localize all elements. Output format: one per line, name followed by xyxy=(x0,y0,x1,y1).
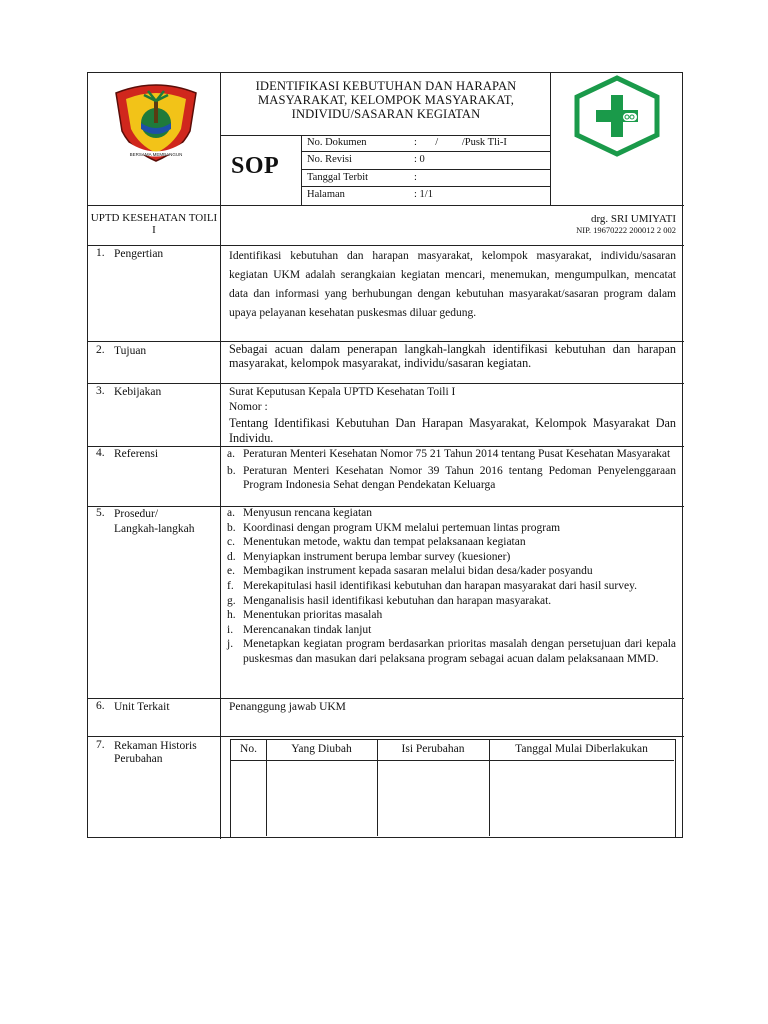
item-text: Menyusun rencana kegiatan xyxy=(243,507,373,519)
section-label-unit-terkait: Unit Terkait xyxy=(114,701,170,713)
meta-key-halaman: Halaman xyxy=(307,189,345,200)
prosedur-item xyxy=(227,535,676,550)
prosedur-list xyxy=(227,506,676,667)
history-table xyxy=(230,739,676,838)
sop-label: SOP xyxy=(231,153,280,179)
item-text: Merekapitulasi hasil identifikasi kebutuhan dan harapan masyarakat dari hasil survey. xyxy=(243,579,637,592)
divider xyxy=(88,205,684,206)
kebijakan-tentang: Tentang Identifikasi Kebutuhan Dan Harapan Masyarakat, Kelompok Masyarakat Dan Individu. xyxy=(229,416,676,445)
prosedur-item xyxy=(227,550,676,565)
divider xyxy=(301,186,550,187)
divider xyxy=(301,135,302,205)
prosedur-item xyxy=(227,564,676,579)
item-marker: d. xyxy=(227,550,236,563)
item-marker: j. xyxy=(227,638,234,651)
item-text: Menetapkan kegiatan program berdasarkan prioritas masalah dengan persetujuan dari kepala puskesmas dan masukan dari pelaksana program sebagai acuan dalam pelaksanaan MMD. xyxy=(243,638,676,665)
meta-key-no-revisi: No. Revisi xyxy=(307,154,352,165)
section-number: 4. xyxy=(96,447,105,459)
item-text: Merencanakan tindak lanjut xyxy=(243,623,372,636)
item-marker: b. xyxy=(227,464,236,477)
item-marker: i. xyxy=(227,623,234,636)
prosedur-item xyxy=(227,521,676,536)
item-text: Koordinasi dengan program UKM melalui pertemuan lintas program xyxy=(243,521,561,534)
section-label-referensi: Referensi xyxy=(114,448,159,460)
divider xyxy=(220,73,221,839)
divider xyxy=(88,736,684,737)
item-marker: a. xyxy=(227,448,235,460)
regency-emblem-logo xyxy=(110,79,202,163)
divider xyxy=(88,698,684,699)
history-col-header: Isi Perubahan xyxy=(401,743,465,755)
divider xyxy=(88,383,684,384)
section-label-rekaman: Rekaman Historis xyxy=(114,740,197,752)
item-text: Peraturan Menteri Kesehatan Nomor 39 Tahun 2016 tentang Pedoman Penyelenggaraan Program Indonesia Sehat dengan Pendekatan Keluarga xyxy=(243,464,676,492)
item-text: Peraturan Menteri Kesehatan Nomor 75 21 Tahun 2014 tentang Pusat Kesehatan Masyarakat xyxy=(243,448,671,460)
emblem-motto: BERSAMA MEMBANGUN xyxy=(129,152,183,157)
section-text-tujuan: Sebagai acuan dalam penerapan langkah-langkah identifikasi kebutuhan dan harapan masyarakat, kelompok masyarakat, individu/sasaran kegiatan. xyxy=(229,342,676,370)
section-number: 7. xyxy=(96,739,105,751)
divider xyxy=(301,169,550,170)
referensi-item xyxy=(227,447,676,462)
meta-value-halaman: : 1/1 xyxy=(414,189,433,200)
section-label-perubahan: Perubahan xyxy=(114,753,163,765)
section-label-prosedur: Prosedur/ xyxy=(114,508,159,520)
section-number: 2. xyxy=(96,344,105,356)
section-text-pengertian: Identifikasi kebutuhan dan harapan masyarakat, kelompok masyarakat, individu/sasaran kegiatan UKM adalah serangkaian kegiatan mencari, menemukan, mengumpulkan, mencatat data dan informasi yang berhubungan dengan kebutuhan masyarakat/sasaran program dalam upaya pelayanan kesehatan puskesmas diluar gedung. xyxy=(229,250,676,319)
document-title: IDENTIFIKASI KEBUTUHAN DAN HARAPAN MASYARAKAT, KELOMPOK MASYARAKAT, INDIVIDU/SASARAN KEGIATAN xyxy=(255,79,517,121)
signatory-nip: NIP. 19670222 200012 2 002 xyxy=(576,225,676,235)
item-text: Membagikan instrument kepada sasaran melalui bidan desa/kader posyandu xyxy=(243,565,593,578)
item-marker: b. xyxy=(227,521,236,534)
section-number: 3. xyxy=(96,385,105,397)
divider xyxy=(88,245,684,246)
item-text: Menganalisis hasil identifikasi kebutuhan dan harapan masyarakat. xyxy=(243,594,552,607)
item-marker: f. xyxy=(227,579,234,592)
section-label-pengertian: Pengertian xyxy=(114,248,164,260)
history-col-header: Tanggal Mulai Diberlakukan xyxy=(515,743,648,755)
item-marker: e. xyxy=(227,565,235,578)
item-marker: a. xyxy=(227,507,235,519)
history-col-header: No. xyxy=(240,743,257,755)
sop-document xyxy=(87,72,683,838)
item-text: Menentukan metode, waktu dan tempat pelaksanaan kegiatan xyxy=(243,536,526,549)
meta-value-tanggal-terbit: : xyxy=(414,172,417,183)
section-number: 6. xyxy=(96,700,105,712)
section-label-langkah: Langkah-langkah xyxy=(114,523,195,535)
divider xyxy=(301,151,550,152)
unit-name: UPTD KESEHATAN TOILI I xyxy=(90,212,218,236)
prosedur-item xyxy=(227,608,676,623)
divider xyxy=(220,135,550,136)
item-text: Menentukan prioritas masalah xyxy=(243,609,383,622)
kebijakan-decree: Surat Keputusan Kepala UPTD Kesehatan Toili I xyxy=(229,386,456,398)
prosedur-item xyxy=(227,579,676,594)
history-col-header: Yang Diubah xyxy=(291,743,352,755)
meta-value-no-revisi: : 0 xyxy=(414,154,425,165)
meta-key-tanggal-terbit: Tanggal Terbit xyxy=(307,172,369,183)
prosedur-item xyxy=(227,594,676,609)
section-text-unit-terkait: Penanggung jawab UKM xyxy=(229,701,346,713)
meta-key-no-dokumen: No. Dokumen xyxy=(307,137,367,148)
prosedur-item xyxy=(227,623,676,638)
section-number: 1. xyxy=(96,247,105,259)
section-label-tujuan: Tujuan xyxy=(114,345,147,357)
section-number: 5. xyxy=(96,507,105,519)
signatory-name: drg. SRI UMIYATI xyxy=(590,213,676,225)
item-marker: g. xyxy=(227,594,236,607)
item-text: Menyiapkan instrument berupa lembar survey (kuesioner) xyxy=(243,550,511,563)
referensi-list xyxy=(227,447,676,493)
meta-value-no-dokumen: : / /Pusk Tli-I xyxy=(414,137,507,148)
puskesmas-logo xyxy=(571,75,663,157)
item-marker: h. xyxy=(227,609,236,622)
section-label-kebijakan: Kebijakan xyxy=(114,386,162,398)
kebijakan-nomor: Nomor : xyxy=(229,401,268,413)
prosedur-item xyxy=(227,506,676,521)
prosedur-item xyxy=(227,637,676,666)
referensi-item xyxy=(227,464,676,493)
divider xyxy=(231,760,674,761)
item-marker: c. xyxy=(227,536,235,549)
